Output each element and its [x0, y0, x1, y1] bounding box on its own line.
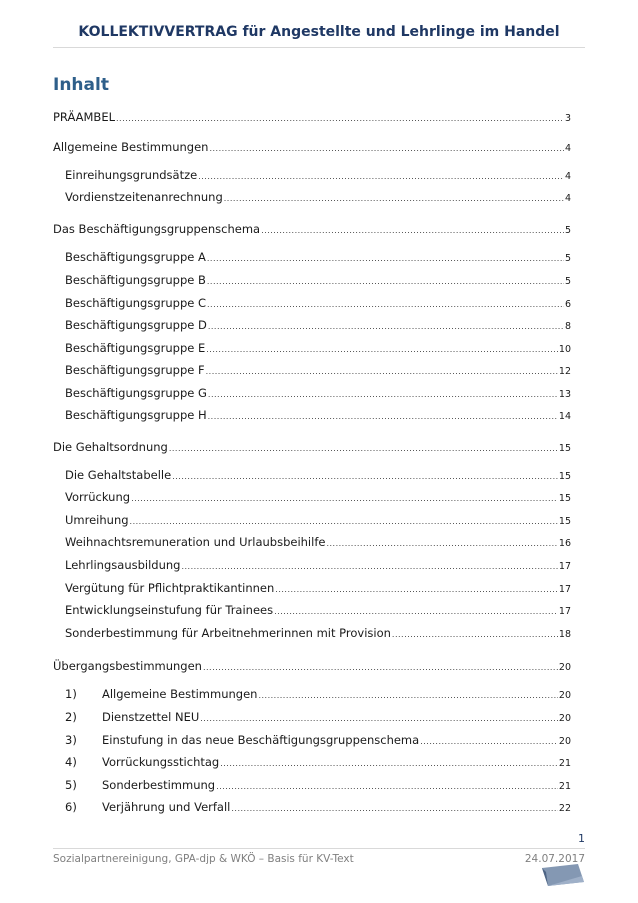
toc-entry-page: 4 [564, 193, 571, 204]
toc-entry-label: Entwicklungseinstufung für Trainees [65, 603, 274, 617]
toc-entry[interactable] [65, 626, 571, 642]
toc-entry-page: 12 [558, 366, 571, 377]
toc-dot-leader [172, 472, 558, 481]
footer-divider [53, 848, 585, 849]
toc-dot-leader [203, 663, 558, 672]
toc-entry[interactable] [65, 318, 571, 334]
toc-entry[interactable] [65, 168, 571, 184]
toc-entry-label: Die Gehaltstabelle [65, 468, 172, 482]
toc-entry-page: 10 [558, 344, 571, 355]
toc-entry-label: Weihnachtsremuneration und Urlaubsbeihilfe [65, 535, 326, 549]
toc-entry-label: Beschäftigungsgruppe D [65, 318, 207, 332]
toc-entry-page: 22 [558, 803, 571, 814]
toc-dot-leader [206, 367, 558, 376]
toc-entry-page: 20 [558, 690, 571, 701]
toc-title: Inhalt [53, 75, 109, 95]
toc-entry[interactable] [65, 250, 571, 266]
footer-date: 24.07.2017 [524, 853, 585, 865]
toc-entry[interactable] [53, 440, 571, 456]
toc-dot-leader [209, 144, 564, 153]
toc-entry-label: Beschäftigungsgruppe G [65, 386, 207, 400]
header-divider [53, 47, 585, 48]
toc-dot-leader [130, 517, 558, 526]
toc-entry-label: Verjährung und Verfall [102, 800, 231, 814]
toc-entry-number: 1) [65, 687, 77, 701]
toc-entry-number: 4) [65, 755, 77, 769]
toc-entry-page: 4 [564, 143, 571, 154]
toc-entry-page: 17 [558, 561, 571, 572]
toc-dot-leader [131, 494, 558, 503]
toc-dot-leader [420, 737, 558, 746]
toc-entry-label: Sonderbestimmung für Arbeitnehmerinnen mit Provision [65, 626, 391, 640]
toc-dot-leader [224, 194, 564, 203]
toc-dot-leader [207, 254, 564, 263]
toc-entry[interactable] [65, 490, 571, 506]
toc-entry-page: 17 [558, 606, 571, 617]
toc-dot-leader [216, 782, 558, 791]
toc-entry-page: 15 [558, 443, 571, 454]
toc-entry-label: Die Gehaltsordnung [53, 440, 168, 454]
toc-dot-leader [208, 390, 558, 399]
toc-entry-page: 5 [564, 253, 571, 264]
toc-dot-leader [274, 607, 558, 616]
toc-entry-label: Allgemeine Bestimmungen [53, 140, 209, 154]
toc-entry[interactable] [65, 386, 571, 402]
toc-entry[interactable] [65, 468, 571, 484]
toc-dot-leader [169, 444, 558, 453]
toc-entry-page: 13 [558, 389, 571, 400]
toc-dot-leader [198, 172, 564, 181]
toc-entry[interactable] [53, 659, 571, 675]
toc-entry[interactable] [65, 778, 571, 794]
toc-dot-leader [207, 277, 564, 286]
toc-entry-label: Übergangsbestimmungen [53, 659, 202, 673]
toc-dot-leader [220, 759, 558, 768]
toc-entry-page: 8 [564, 321, 571, 332]
toc-entry-label: Vergütung für Pflichtpraktikantinnen [65, 581, 275, 595]
toc-entry[interactable] [65, 341, 571, 357]
toc-entry-label: Sonderbestimmung [102, 778, 216, 792]
toc-entry-label: Einreihungsgrundsätze [65, 168, 198, 182]
toc-entry-label: Beschäftigungsgruppe B [65, 273, 206, 287]
toc-entry-page: 20 [558, 713, 571, 724]
toc-dot-leader [261, 226, 564, 235]
toc-entry-page: 18 [558, 629, 571, 640]
toc-dot-leader [208, 322, 564, 331]
toc-entry-page: 5 [564, 225, 571, 236]
toc-dot-leader [326, 539, 557, 548]
toc-entry-page: 20 [558, 662, 571, 673]
toc-dot-leader [275, 585, 558, 594]
toc-entry-number: 2) [65, 710, 77, 724]
toc-entry-label: Das Beschäftigungsgruppenschema [53, 222, 261, 236]
toc-dot-leader [392, 630, 558, 639]
toc-dot-leader [258, 691, 557, 700]
toc-entry[interactable] [65, 363, 571, 379]
toc-entry-label: Beschäftigungsgruppe E [65, 341, 206, 355]
toc-entry[interactable] [65, 800, 571, 816]
toc-entry-page: 21 [558, 758, 571, 769]
toc-entry[interactable] [53, 140, 571, 156]
toc-entry-label: Lehrlingsausbildung [65, 558, 181, 572]
toc-dot-leader [200, 714, 558, 723]
toc-entry-page: 14 [558, 411, 571, 422]
toc-entry-number: 6) [65, 800, 77, 814]
toc-entry-label: PRÄAMBEL [53, 110, 115, 124]
toc-entry-label: Einstufung in das neue Beschäftigungsgruppenschema [102, 733, 420, 747]
toc-entry[interactable] [65, 710, 571, 726]
toc-entry[interactable] [65, 535, 571, 551]
toc-entry-label: Vorrückung [65, 490, 131, 504]
toc-entry-number: 5) [65, 778, 77, 792]
toc-entry-page: 17 [558, 584, 571, 595]
toc-entry-page: 21 [558, 781, 571, 792]
toc-entry[interactable] [65, 513, 571, 529]
toc-entry-label: Umreihung [65, 513, 129, 527]
toc-entry-page: 15 [558, 493, 571, 504]
toc-entry-label: Beschäftigungsgruppe C [65, 296, 207, 310]
toc-entry-page: 15 [558, 516, 571, 527]
toc-dot-leader [231, 804, 558, 813]
toc-entry[interactable] [65, 408, 571, 424]
toc-entry[interactable] [65, 733, 571, 749]
toc-entry[interactable] [65, 603, 571, 619]
toc-entry-page: 4 [564, 171, 571, 182]
page-curl-icon [538, 862, 588, 888]
toc-entry[interactable] [65, 755, 571, 771]
toc-entry[interactable] [53, 110, 571, 126]
toc-entry-page: 6 [564, 299, 571, 310]
page-number: 1 [578, 832, 585, 845]
toc-dot-leader [206, 345, 558, 354]
toc-entry-page: 20 [558, 736, 571, 747]
toc-entry-page: 16 [558, 538, 571, 549]
toc-entry-page: 3 [564, 113, 571, 124]
toc-entry[interactable] [65, 273, 571, 289]
toc-entry[interactable] [53, 222, 571, 238]
toc-entry-label: Dienstzettel NEU [102, 710, 200, 724]
toc-entry[interactable] [65, 687, 571, 703]
toc-dot-leader [207, 300, 564, 309]
toc-entry-label: Vordienstzeitenanrechnung [65, 190, 223, 204]
toc-dot-leader [181, 562, 557, 571]
toc-entry-page: 5 [564, 276, 571, 287]
toc-entry-label: Allgemeine Bestimmungen [102, 687, 258, 701]
toc-entry[interactable] [65, 190, 571, 206]
toc-entry[interactable] [65, 581, 571, 597]
toc-entry-number: 3) [65, 733, 77, 747]
toc-entry[interactable] [65, 558, 571, 574]
toc-entry-page: 15 [558, 471, 571, 482]
toc-entry-label: Vorrückungsstichtag [102, 755, 220, 769]
toc-entry[interactable] [65, 296, 571, 312]
toc-dot-leader [208, 412, 558, 421]
toc-entry-label: Beschäftigungsgruppe F [65, 363, 205, 377]
toc-entry-label: Beschäftigungsgruppe A [65, 250, 206, 264]
toc-dot-leader [116, 114, 564, 123]
toc-entry-label: Beschäftigungsgruppe H [65, 408, 207, 422]
footer-source: Sozialpartnereinigung, GPA-djp & WKÖ – Basis für KV-Text [53, 853, 354, 865]
document-header-title: KOLLEKTIVVERTRAG für Angestellte und Lehrlinge im Handel [78, 24, 560, 40]
